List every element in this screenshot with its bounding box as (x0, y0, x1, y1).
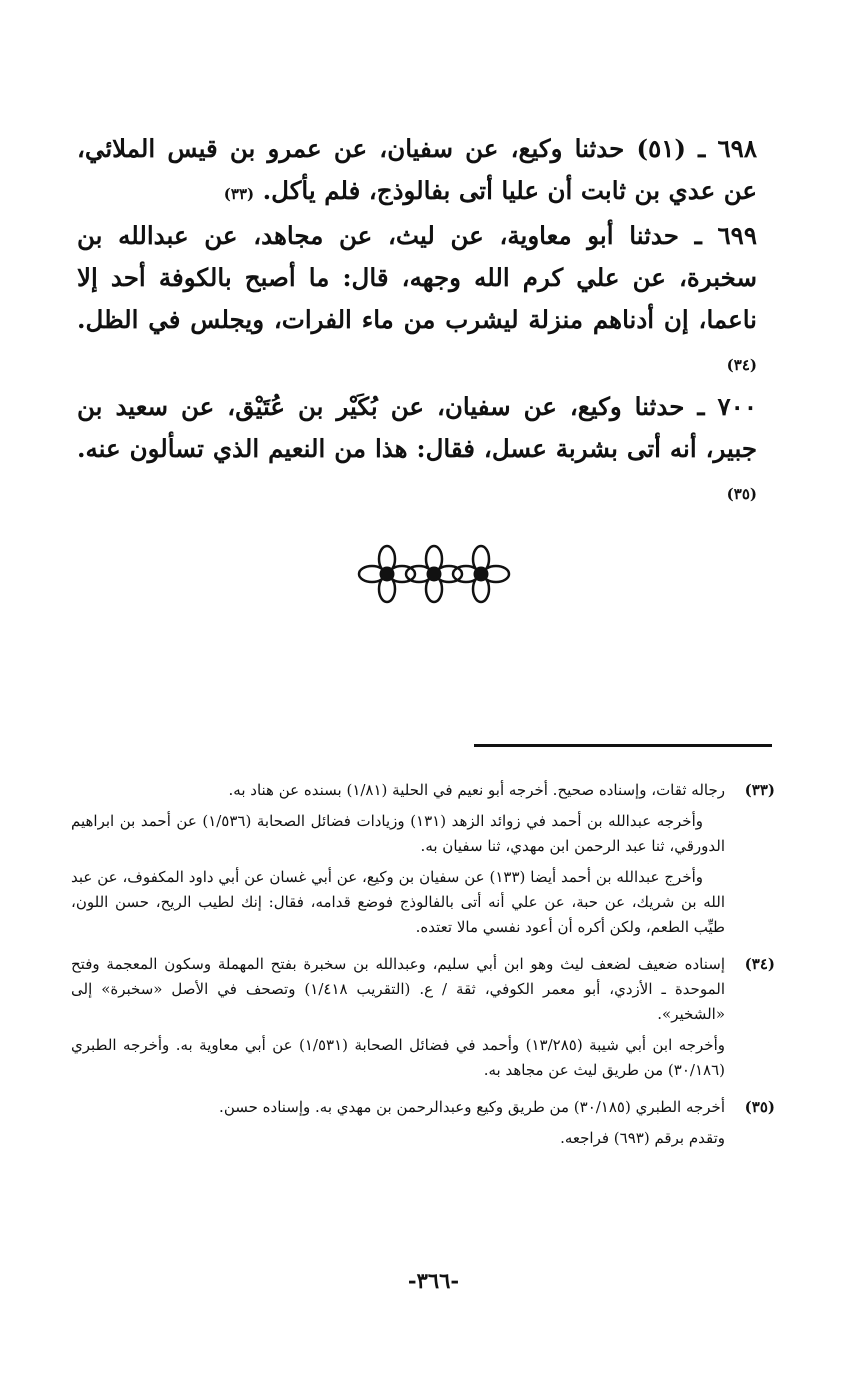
footnote-paragraph: أخرجه الطبري (٣٠/١٨٥) من طريق وكيع وعبدالرحمن بن مهدي به. وإسناده حسن. (219, 1098, 725, 1116)
footnote-number: (٣٣) (744, 781, 775, 799)
footnote-ref: (٣٥) (726, 485, 757, 503)
entry-700 (77, 386, 757, 515)
footnote-body (71, 778, 725, 946)
footnote-paragraph: وأخرجه عبدالله بن أحمد في زوائد الزهد (١٣١) وزيادات فضائل الصحابة (١/٥٣٦) عن أحمد بن ابراهيم الدورقي، ثنا عبد الرحمن ابن مهدي، ثنا سفيان به. (71, 812, 725, 855)
footnote-34 (71, 952, 775, 1089)
footnote-ref: (٣٣) (223, 185, 255, 203)
main-text (77, 128, 757, 515)
entry-698 (77, 128, 757, 215)
footnote-paragraph: رجاله ثقات، وإسناده صحيح. أخرجه أبو نعيم في الحلية (١/٨١) بسنده عن هناد به. (228, 781, 725, 799)
floral-ornament-icon (357, 540, 512, 608)
footnote-33 (71, 778, 775, 946)
page-number: -٣٦٦- (407, 1268, 460, 1293)
footnote-paragraph: وأخرج عبدالله بن أحمد أيضا (١٣٣) عن سفيان بن وكيع، عن أبي غسان عن أبي داود المكفوف، عن عبد الله بن شريك، عن حبة، عن علي أنه أتى بالفالوذج فوضع قدامه، فقال: إنك لطيب الريح، حسن اللون، طيِّب الطعم، ولكن أكره أن أعود نفسي مالا تعتده. (71, 868, 725, 936)
footnote-body (71, 1095, 725, 1157)
footnote-body (71, 952, 725, 1089)
footnote-paragraph: وتقدم برقم (٦٩٣) فراجعه. (560, 1129, 725, 1147)
footnote-number: (٣٥) (744, 1098, 775, 1116)
entry-text: ٦٩٨ ـ (٥١) حدثنا وكيع، عن سفيان، عن عمرو بن قيس الملائي، عن عدي بن ثابت أن عليا أتى بفالوذج، فلم يأكل. (77, 134, 757, 205)
entry-text: ٧٠٠ ـ حدثنا وكيع، عن سفيان، عن بُكَيْر بن عُتَيْق، عن سعيد بن جبير، أنه أتى بشربة عسل، فقال: هذا من النعيم الذي تسألون عنه. (77, 392, 757, 463)
entry-699 (77, 215, 757, 386)
footnotes (71, 778, 775, 1163)
footnote-35 (71, 1095, 775, 1157)
footnote-number: (٣٤) (744, 955, 775, 973)
footnote-ref: (٣٤) (726, 356, 757, 374)
footnote-paragraph: وأخرجه ابن أبي شيبة (١٣/٢٨٥) وأحمد في فضائل الصحابة (١/٥٣١) عن أبي معاوية به. وأخرجه الطبري (٣٠/١٨٦) من طريق ليث عن مجاهد به. (71, 1036, 725, 1079)
footnote-divider (474, 744, 772, 747)
entry-text: ٦٩٩ ـ حدثنا أبو معاوية، عن ليث، عن مجاهد، عن عبدالله بن سخبرة، عن علي كرم الله وجهه، قال: ما أصبح بالكوفة أحد إلا ناعما، إن أدناهم منزلة ليشرب من ماء الفرات، ويجلس في الظل. (77, 221, 757, 334)
footnote-paragraph: إسناده ضعيف لضعف ليث وهو ابن أبي سليم، وعبدالله بن سخبرة بفتح المهملة وسكون المعجمة وفتح الموحدة ـ الأزدي، أبو معمر الكوفي، ثقة / ع. (التقريب ١/٤١٨) وتصحف في الأصل «سخبرة» إلى «الشخير». (71, 955, 725, 1023)
